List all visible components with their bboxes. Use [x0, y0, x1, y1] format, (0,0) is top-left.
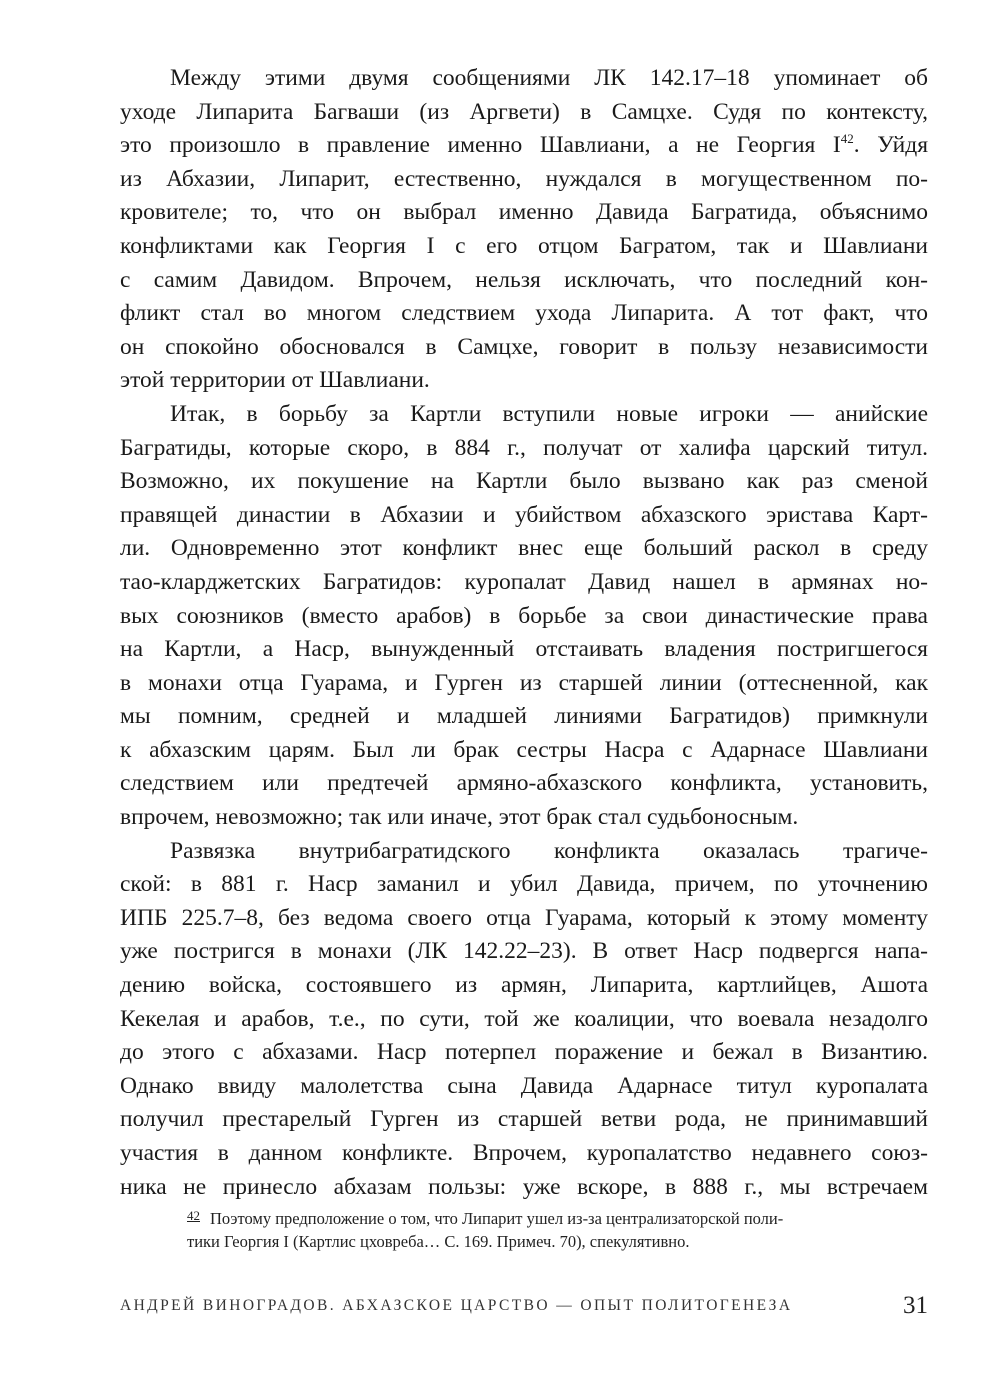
text-line: ИПБ 225.7–8, без ведома своего отца Гуарама, который к этому моменту [120, 904, 928, 931]
footnote-text: Поэтому предположение о том, что Липарит ушел из-за централизаторской поли- [210, 1209, 784, 1228]
page-number: 31 [903, 1292, 928, 1319]
text-line: конфликтами как Георгия I с его отцом Багратом, так и Шавлиани [120, 232, 928, 259]
footnote-reference[interactable]: 42 [840, 131, 854, 147]
text-line: на Картли, а Наср, вынужденный отстаивать владения постригшегося [120, 636, 928, 663]
text-line-part: это произошло в правление именно Шавлиани, а не Георгия I [120, 132, 841, 159]
paragraph-2 [120, 398, 928, 835]
text-line: получил престарелый Гурген из старшей ветви рода, не принимавший [120, 1106, 928, 1133]
text-line: Итак, в борьбу за Картли вступили новые игроки — анийские [170, 400, 928, 427]
text-line: уже постригся в монахи (ЛК 142.22–23). В ответ Наср подвергся напа- [120, 938, 928, 965]
text-line: мы помним, средней и младшей линиями Багратидов) примкнули [120, 703, 928, 730]
text-line: Багратиды, которые скоро, в 884 г., получат от халифа царский титул. [120, 434, 928, 461]
page-footer [120, 1292, 928, 1322]
text-line: Развязка внутрибагратидского конфликта оказалась трагиче- [170, 837, 928, 864]
text-line: Возможно, их покушение на Картли было вызвано как раз сменой [120, 468, 928, 495]
text-line: ли. Одновременно этот конфликт внес еще больший раскол в среду [120, 535, 928, 562]
text-line: кровителе; то, что он выбрал именно Давида Багратида, объяснимо [120, 199, 928, 226]
text-line: ской: в 881 г. Наср заманил и убил Давида, причем, по уточнению [120, 871, 928, 898]
text-line: впрочем, невозможно; так или иначе, этот брак стал судьбоносным. [120, 804, 799, 831]
text-line: до этого с абхазами. Наср потерпел поражение и бежал в Византию. [120, 1039, 928, 1066]
running-head: АНДРЕЙ ВИНОГРАДОВ. АБХАЗСКОЕ ЦАРСТВО — ОПЫТ ПОЛИТОГЕНЕЗА [120, 1297, 793, 1314]
text-line: в монахи отца Гуарама, и Гурген из старшей линии (оттесненной, как [120, 669, 928, 696]
footnotes [187, 1203, 917, 1255]
footnote-number[interactable]: 42 [187, 1208, 200, 1223]
text-line: фликт стал во многом следствием ухода Липарита. А тот факт, что [120, 300, 928, 327]
text-line: из Абхазии, Липарит, естественно, нуждался в могущественном по- [120, 165, 928, 192]
text-line: дению войска, состоявшего из армян, Липарита, картлийцев, Ашота [120, 972, 928, 999]
text-line: тао-кларджетских Багратидов: куропалат Давид нашел в армянах но- [120, 568, 928, 595]
footnote-line: тики Георгия I (Картлис цховреба… С. 169. Примеч. 70), спекулятивно. [187, 1232, 690, 1251]
text-line: следствием или предтечей армяно-абхазского конфликта, установить, [120, 770, 928, 797]
paragraph-3 [120, 835, 928, 1205]
text-line: уходе Липарита Багваши (из Аргвети) в Самцхе. Судя по контексту, [120, 98, 928, 125]
text-line-with-footnote [120, 129, 928, 163]
footnote-line [187, 1203, 917, 1229]
text-line: ника не принесло абхазам пользы: уже вскоре, в 888 г., мы встречаем [120, 1173, 928, 1200]
body-text [120, 62, 928, 1204]
text-line: Однако ввиду малолетства сына Давида Адарнасе титул куропалата [120, 1072, 928, 1099]
text-line: вых союзников (вместо арабов) в борьбе за свои династические права [120, 602, 928, 629]
text-line: он спокойно обосновался в Самцхе, говорит в пользу независимости [120, 333, 928, 360]
text-line: этой территории от Шавлиани. [120, 367, 430, 394]
text-line: с самим Давидом. Впрочем, нельзя исключать, что последний кон- [120, 266, 928, 293]
paragraph-1 [120, 62, 928, 398]
text-line-part: . Уйдя [853, 132, 929, 159]
text-line: к абхазским царям. Был ли брак сестры Насра с Адарнасе Шавлиани [120, 736, 928, 763]
text-line: правящей династии в Абхазии и убийством абхазского эристава Карт- [120, 501, 928, 528]
text-line: Между этими двумя сообщениями ЛК 142.17–18 упоминает об [170, 65, 928, 91]
text-line: участия в данном конфликте. Впрочем, куропалатство недавнего союз- [120, 1140, 928, 1166]
text-line: Кекелая и арабов, т.е., по сути, той же коалиции, что воевала незадолго [120, 1005, 928, 1032]
